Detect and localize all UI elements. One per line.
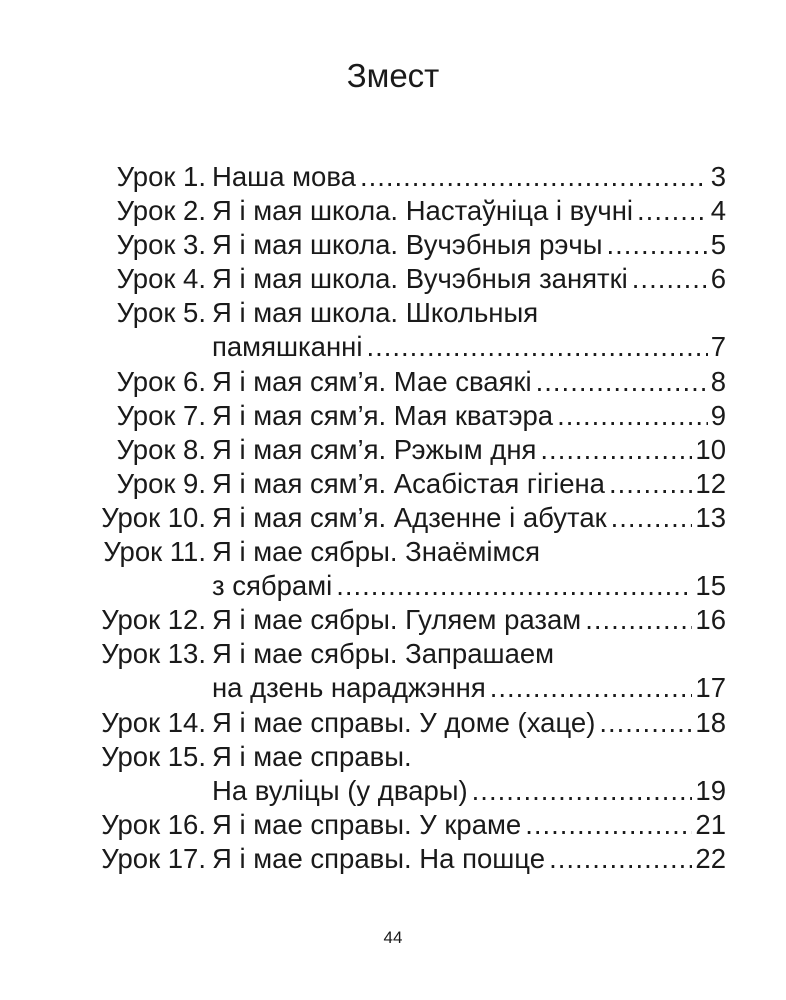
toc-title-text: Я і мая сям’я. Асабістая гігіена	[212, 467, 605, 499]
toc-title-text: Я і мая сям’я. Рэжым дня	[212, 433, 537, 465]
toc-entry-body	[212, 228, 726, 262]
toc-line	[212, 194, 726, 228]
toc-title-text: Я і мае справы. У краме	[212, 808, 522, 840]
toc-line	[212, 774, 726, 808]
toc-lesson-label: Урок 8.	[116, 433, 206, 465]
toc-line	[212, 842, 726, 876]
toc-entry	[80, 740, 726, 808]
toc-title-text: Я і мая сям’я. Адзенне і абутак	[212, 501, 607, 533]
toc-entry-body	[212, 706, 726, 740]
toc-lesson-label: Урок 14.	[101, 706, 206, 738]
toc-entry-body	[212, 365, 726, 399]
toc-line	[212, 569, 726, 603]
dot-leader	[360, 160, 708, 194]
toc-title-text: Я і мае сябры. Гуляем разам	[212, 604, 582, 636]
toc-lesson-label: Урок 6.	[116, 365, 206, 397]
dot-leader	[585, 603, 692, 637]
toc-entry-body	[212, 535, 726, 603]
toc-line	[212, 535, 726, 569]
toc-entry	[80, 637, 726, 705]
toc-line	[212, 740, 726, 774]
toc-page-number: 3	[710, 161, 726, 192]
dot-leader	[632, 262, 708, 296]
toc-title-continuation: з сябрамі	[212, 570, 333, 602]
toc-entry-body	[212, 160, 726, 194]
toc-line	[212, 296, 726, 330]
toc-page-number: 4	[710, 195, 726, 227]
toc-title-text: Я і мае сябры. Запрашаем	[212, 638, 555, 670]
toc-line	[212, 262, 726, 296]
toc-entry	[80, 706, 726, 740]
toc-entry-body	[212, 603, 726, 637]
toc-title-text: Я і мае справы. На пошце	[212, 842, 546, 874]
toc-line	[212, 160, 726, 194]
toc-page-number: 22	[695, 842, 726, 874]
toc-lesson-label: Урок 7.	[116, 399, 206, 431]
dot-leader	[599, 706, 692, 740]
toc-line	[212, 467, 726, 501]
toc-title-text: Я і мае справы.	[212, 740, 412, 772]
toc-page-number: 6	[710, 263, 726, 295]
dot-leader	[366, 330, 707, 364]
toc-entry	[80, 535, 726, 603]
toc-title-text: Я і мая школа. Настаўніца і вучні	[212, 195, 634, 227]
toc-entry	[80, 501, 726, 535]
toc-entry-body	[212, 467, 726, 501]
toc-title-continuation: памяшканні	[212, 331, 363, 363]
toc-page-number: 21	[695, 808, 726, 840]
toc-line	[212, 365, 726, 399]
toc-lesson-label: Урок 4.	[116, 263, 206, 295]
toc-entry-body	[212, 399, 726, 433]
toc-lesson-label: Урок 9.	[116, 467, 206, 499]
toc-title-continuation: на дзень нараджэння	[212, 672, 486, 704]
toc-page-number: 17	[695, 672, 726, 704]
toc-entry-body	[212, 637, 726, 705]
toc-lesson-label: Урок 11.	[103, 536, 206, 568]
toc-entry-body	[212, 740, 726, 808]
toc-line	[212, 808, 726, 842]
toc-entry	[80, 194, 726, 228]
toc-page-number: 18	[695, 706, 726, 738]
toc-entry	[80, 160, 726, 194]
table-of-contents	[80, 160, 726, 876]
toc-title-text: Я і мая школа. Вучэбныя заняткі	[212, 263, 628, 295]
toc-title-continuation: На вуліцы (у двары)	[212, 774, 468, 806]
toc-line	[212, 637, 726, 671]
toc-lesson-label: Урок 1.	[116, 161, 206, 192]
toc-entry	[80, 262, 726, 296]
toc-entry-body	[212, 501, 726, 535]
toc-entry	[80, 603, 726, 637]
toc-lesson-label: Урок 15.	[101, 740, 206, 772]
toc-title-text: Я і мая сям’я. Мае сваякі	[212, 365, 532, 397]
toc-entry	[80, 399, 726, 433]
toc-entry-body	[212, 262, 726, 296]
toc-title-text: Наша мова	[212, 161, 356, 192]
toc-title-text: Я і мае сябры. Знаёмімся	[212, 536, 541, 568]
toc-line	[212, 706, 726, 740]
toc-lesson-label: Урок 3.	[116, 229, 206, 261]
toc-page-number: 13	[695, 501, 726, 533]
toc-entry-body	[212, 433, 726, 467]
toc-lesson-label: Урок 10.	[101, 501, 206, 533]
toc-page-number: 19	[695, 774, 726, 806]
dot-leader	[637, 194, 708, 228]
toc-page-number: 10	[695, 433, 726, 465]
toc-title-text: Я і мая школа. Вучэбныя рэчы	[212, 229, 603, 261]
toc-page-number: 16	[695, 604, 726, 636]
toc-lesson-label: Урок 5.	[116, 297, 206, 329]
toc-entry	[80, 467, 726, 501]
page-title: Змест	[346, 57, 440, 94]
dot-leader	[549, 842, 692, 876]
toc-lesson-label: Урок 17.	[101, 842, 206, 874]
toc-page-number: 12	[695, 467, 726, 499]
toc-entry-body	[212, 842, 726, 876]
toc-entry	[80, 365, 726, 399]
toc-entry-body	[212, 194, 726, 228]
toc-page-number: 5	[710, 229, 726, 261]
dot-leader	[472, 774, 693, 808]
toc-page-number: 9	[710, 399, 726, 431]
toc-line	[212, 603, 726, 637]
toc-line	[212, 501, 726, 535]
toc-entry	[80, 433, 726, 467]
toc-title-text: Я і мая школа. Школьныя	[212, 297, 539, 329]
dot-leader	[607, 228, 708, 262]
page-number: 44	[383, 928, 403, 947]
toc-entry-body	[212, 808, 726, 842]
dot-leader	[611, 501, 693, 535]
toc-page-number: 8	[710, 365, 726, 397]
toc-line	[212, 671, 726, 705]
toc-title-text: Я і мая сям’я. Мая кватэра	[212, 399, 554, 431]
dot-leader	[490, 671, 693, 705]
toc-page-number: 15	[695, 570, 726, 602]
dot-leader	[536, 365, 708, 399]
dot-leader	[557, 399, 708, 433]
toc-lesson-label: Урок 2.	[116, 195, 206, 227]
toc-title-text: Я і мае справы. У доме (хаце)	[212, 706, 596, 738]
dot-leader	[609, 467, 692, 501]
toc-entry	[80, 228, 726, 262]
toc-entry-body	[212, 296, 726, 364]
toc-lesson-label: Урок 13.	[101, 638, 206, 670]
dot-leader	[525, 808, 692, 842]
toc-line	[212, 330, 726, 364]
dot-leader	[540, 433, 692, 467]
toc-line	[212, 433, 726, 467]
dot-leader	[336, 569, 692, 603]
toc-line	[212, 399, 726, 433]
toc-page-number: 7	[710, 331, 726, 363]
toc-lesson-label: Урок 12.	[101, 604, 206, 636]
toc-line	[212, 228, 726, 262]
toc-entry	[80, 842, 726, 876]
toc-entry	[80, 808, 726, 842]
toc-lesson-label: Урок 16.	[101, 808, 206, 840]
toc-entry	[80, 296, 726, 364]
